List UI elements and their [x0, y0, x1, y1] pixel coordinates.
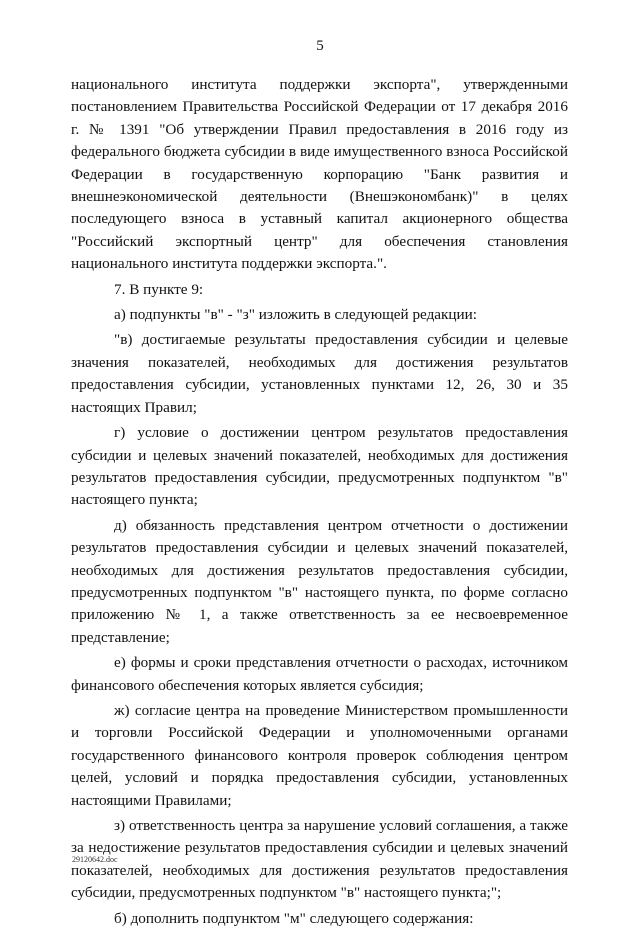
paragraph-subitem-z: з) ответственность центра за нарушение условий соглашения, а также за недостижение результатов предоставления субсидии и целевых значений показателей, необходимых для достижения результатов предоставления субсидии, предусмотренных подпунктом "в" настоящего пункта;"; — [71, 817, 568, 902]
footer-filename: 29120642.doc — [72, 855, 118, 864]
paragraph-item-7: 7. В пункте 9: — [114, 280, 204, 298]
document-body — [71, 74, 568, 933]
page-number: 5 — [316, 38, 324, 54]
paragraph-continuation: национального института поддержки экспорта", утвержденными постановлением Правительства Российской Федерации от 17 декабря 2016 г. № 1391 "Об утверждении Правил предоставления в 2016 году из федерального бюджета субсидии в виде имущественного взноса Российской Федерации в государственную корпорацию "Банк развития и внешнеэкономической деятельности (Внешэкономбанк)" в целях последующего взноса в уставный капитал акционерного общества "Российский экспортный центр" для обеспечения становления национального института поддержки экспорта.". — [71, 76, 568, 273]
paragraph-subitem-b: б) дополнить подпунктом "м" следующего содержания: — [114, 909, 474, 927]
paragraph-subitem-e: е) формы и сроки представления отчетности о расходах, источником финансового обеспечения которых является субсидия; — [71, 654, 568, 694]
paragraph-subitem-v: "в) достигаемые результаты предоставления субсидии и целевые значения показателей, необходимых для достижения результатов предоставления субсидии, установленных пунктами 12, 26, 30 и 35 настоящих Правил; — [71, 331, 568, 416]
paragraph-subitem-g: г) условие о достижении центром результатов предоставления субсидии и целевых значений показателей, необходимых для достижения результатов предоставления субсидии, предусмотренных подпунктом "в" настоящего пункта; — [71, 424, 568, 509]
paragraph-subitem-a: а) подпункты "в" - "з" изложить в следующей редакции: — [114, 306, 478, 324]
paragraph-subitem-d: д) обязанность представления центром отчетности о достижении результатов предоставления субсидии и целевых значений показателей, необходимых для достижения результатов предоставления субсидии, предусмотренных подпунктом "в" настоящего пункта, по форме согласно приложению № 1, а также ответственность за ее несвоевременное представление; — [71, 516, 568, 646]
paragraph-subitem-zh: ж) согласие центра на проведение Министерством промышленности и торговли Российской Федерации и уполномоченными органами государственного финансового контроля проверок соблюдения центром целей, условий и порядка предоставления субсидии, установленных настоящими Правилами; — [71, 701, 568, 809]
